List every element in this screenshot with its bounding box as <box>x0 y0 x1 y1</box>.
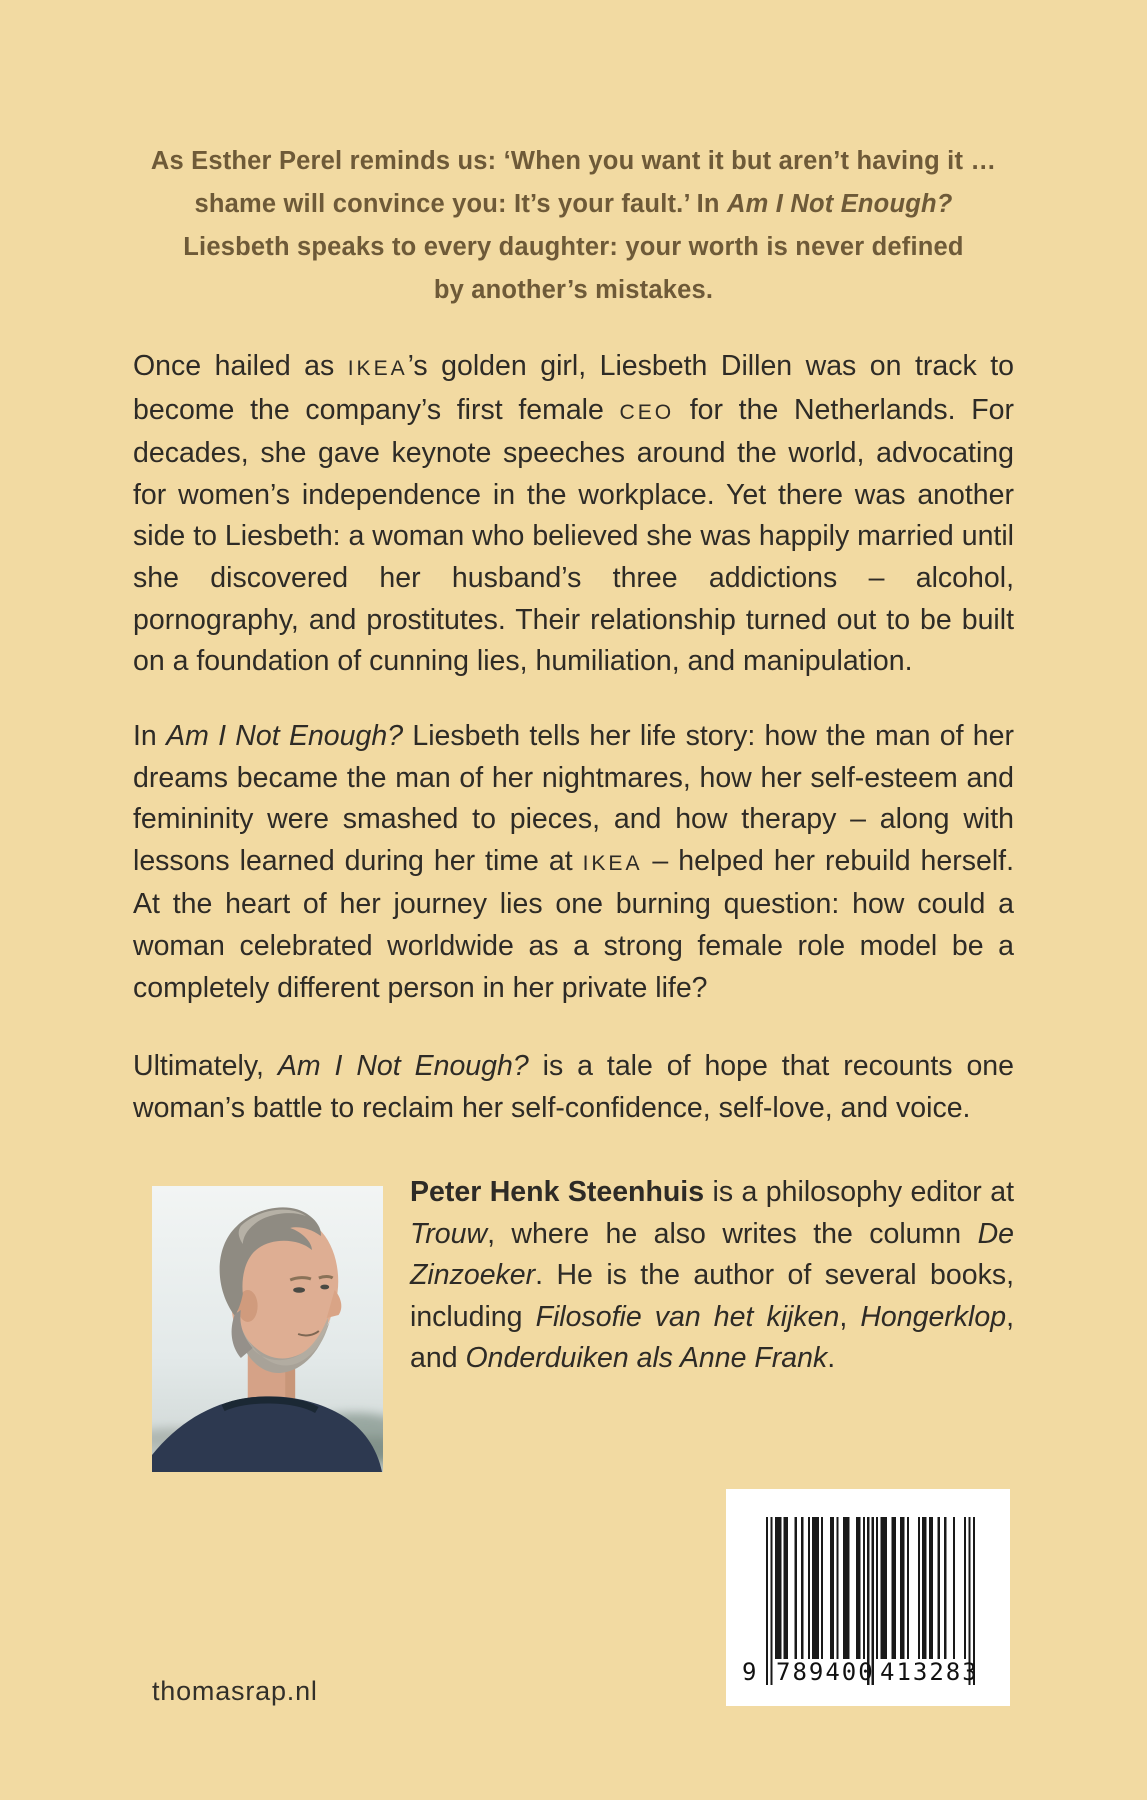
text-segment: is a tale of hope that recounts one woman’s battle to reclaim her self-confidence, self-love, and voice. <box>133 1050 1015 1124</box>
text-segment: Hongerklop <box>860 1300 1007 1333</box>
author-bio <box>410 1172 1014 1380</box>
text-segment: Am I Not Enough? <box>726 190 953 218</box>
text-segment: . He is the author of several books, including <box>410 1259 1014 1333</box>
isbn-barcode <box>726 1489 1010 1706</box>
text-segment: is a philosophy editor at <box>704 1176 1015 1208</box>
blurb-paragraph-3 <box>133 1046 1014 1129</box>
text-segment: IKEA <box>582 851 643 875</box>
blurb-paragraph-1 <box>133 346 1014 683</box>
text-segment: Liesbeth tells her life story: how the man of her dreams became the man of her nightmares, how her self-esteem and femininity were smashed to pieces, and how therapy – along with lessons learned during her time at <box>133 720 1014 877</box>
text-segment: In <box>133 720 167 752</box>
isbn-digit-lead: 9 <box>742 1658 757 1686</box>
text-segment: Liesbeth speaks to every daughter: your worth is never defined <box>183 233 964 261</box>
text-segment: CEO <box>619 400 675 424</box>
text-segment: Onderduiken als Anne Frank <box>465 1342 828 1375</box>
isbn-digits-left: 789400 <box>776 1658 875 1686</box>
text-segment: , and <box>410 1300 1014 1375</box>
text-segment: Peter Henk Steenhuis <box>410 1176 705 1208</box>
cover-quote <box>119 140 1029 312</box>
text-segment: , where he also writes the column <box>487 1217 978 1250</box>
text-segment: . <box>827 1342 836 1375</box>
text-segment: shame will convince you: It’s your fault.’ In <box>194 190 727 218</box>
blurb-paragraph-2 <box>133 716 1014 1009</box>
text-segment: De Zinzoeker <box>410 1217 1014 1292</box>
author-photo-image <box>152 1186 383 1472</box>
text-segment: by another’s mistakes. <box>433 276 714 304</box>
isbn-digits-right: 413283 <box>880 1658 979 1686</box>
text-segment: Am I Not Enough? <box>166 720 404 752</box>
text-segment: Filosofie van het kijken <box>535 1300 840 1333</box>
text-segment: Am I Not Enough? <box>277 1050 529 1082</box>
text-segment: IKEA <box>347 357 408 380</box>
text-segment: for the Netherlands. For decades, she gave keynote speeches around the world, advocating for women’s independence in the workplace. Yet there was another side to Liesbeth: a woman who believed she was happily married until she discovered her husband’s three addictions – alcohol, pornography, and prostitutes. Their relationship turned out to be built on a foundation of cunning lies, humiliation, and manipulation. <box>133 393 1014 678</box>
text-segment: Ultimately, <box>133 1050 278 1082</box>
text-segment: ’s golden girl, Liesbeth Dillen was on track to become the company’s first female <box>133 350 1014 426</box>
text-segment: As Esther Perel reminds us: ‘When you want it but aren’t having it … <box>150 147 997 175</box>
text-segment: , <box>839 1300 861 1333</box>
author-portrait-illustration <box>152 1186 383 1472</box>
text-segment: Trouw <box>410 1217 488 1250</box>
text-segment: Once hailed as <box>133 350 348 382</box>
text-segment: – helped her rebuild herself. At the heart of her journey lies one burning question: how could a woman celebrated worldwide as a strong female role model be a completely different person in her private life? <box>133 844 1014 1004</box>
publisher-website: thomasrap.nl <box>152 1676 318 1706</box>
isbn-number <box>726 1658 1010 1688</box>
